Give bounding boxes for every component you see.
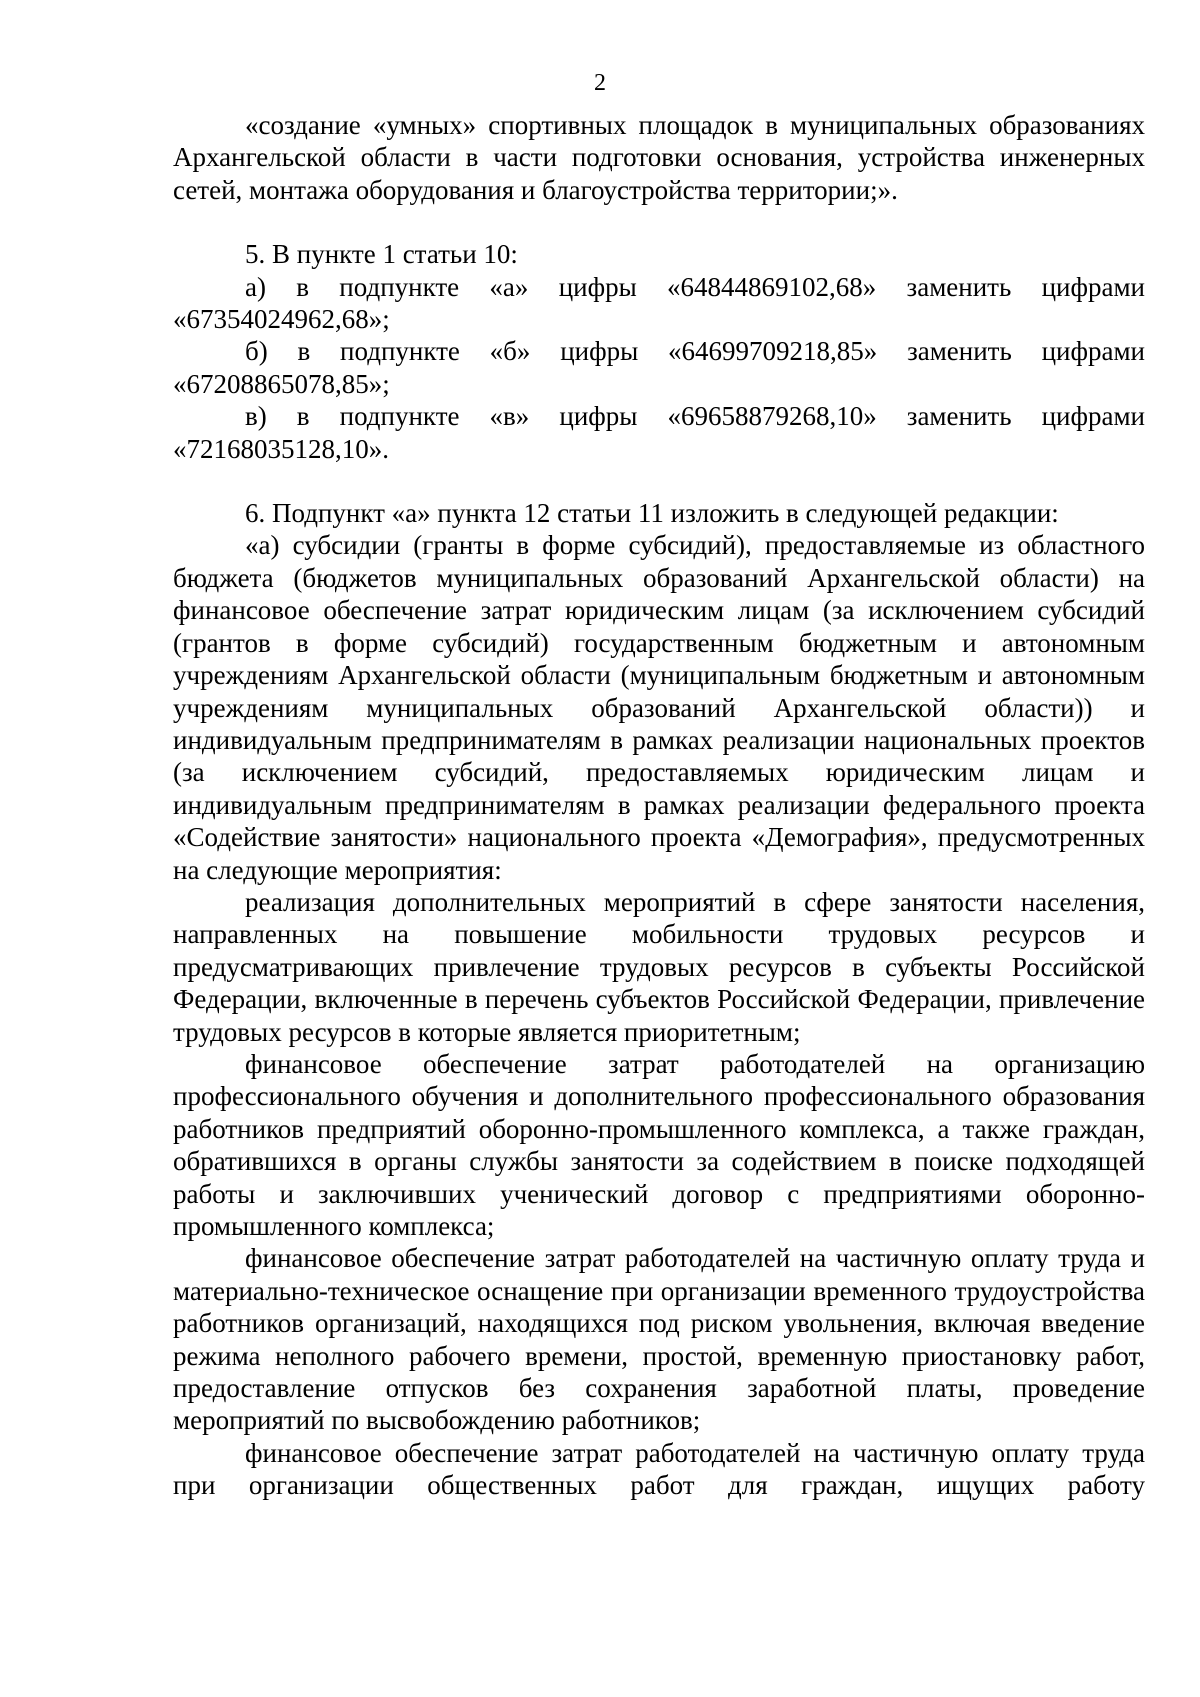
- paragraph-item-5v: в) в подпункте «в» цифры «69658879268,10» заменить цифрами «72168035128,10».: [173, 401, 1145, 464]
- page-number: 2: [594, 70, 606, 96]
- paragraph-temporary-employment: финансовое обеспечение затрат работодателей на частичную оплату труда и материально-техническое оснащение при организации временного трудоустройства работников организаций, находящихся под риском увольнения, включая введение режима неполного рабочего времени, простой, временную приостановку работ, предоставление отпусков без сохранения заработной платы, проведение мероприятий по высвобождению работников;: [173, 1243, 1145, 1436]
- document-body: [173, 109, 1145, 1502]
- paragraph-subsidies: «а) субсидии (гранты в форме субсидий), предоставляемые из областного бюджета (бюджетов муниципальных образований Архангельской области) на финансовое обеспечение затрат юридическим лицам (за исключением субсидий (грантов в форме субсидий) государственным бюджетным и автономным учреждениям Архангельской области (муниципальным бюджетным и автономным учреждениям муниципальных образований Архангельской области)) и индивидуальным предпринимателям в рамках реализации национальных проектов (за исключением субсидий, предоставляемых юридическим лицам и индивидуальным предпринимателям в рамках реализации федерального проекта «Содействие занятости» национального проекта «Демография», предусмотренных на следующие мероприятия:: [173, 530, 1145, 885]
- paragraph-item-5b: б) в подпункте «б» цифры «64699709218,85» заменить цифрами «67208865078,85»;: [173, 336, 1145, 399]
- paragraph-smart-sport-grounds: «создание «умных» спортивных площадок в муниципальных образованиях Архангельской области в части подготовки основания, устройства инженерных сетей, монтажа оборудования и благоустройства территории;».: [173, 110, 1145, 205]
- paragraph-public-works: финансовое обеспечение затрат работодателей на частичную оплату труда при организации общественных работ для граждан, ищущих работу: [173, 1437, 1145, 1501]
- paragraph-item-5-heading: 5. В пункте 1 статьи 10:: [245, 239, 518, 270]
- paragraph-item-5a: а) в подпункте «а» цифры «64844869102,68» заменить цифрами «67354024962,68»;: [173, 271, 1145, 335]
- paragraph-defense-training: финансовое обеспечение затрат работодателей на организацию профессионального обучения и дополнительного профессионального образования работников предприятий оборонно-промышленного комплекса, а также граждан, обратившихся в органы службы занятости за содействием в поиске подходящей работы и заключивших ученический договор с предприятиями оборонно-промышленного комплекса;: [173, 1048, 1145, 1241]
- paragraph-item-6-heading: 6. Подпункт «а» пункта 12 статьи 11 изложить в следующей редакции:: [245, 498, 1059, 529]
- paragraph-labor-mobility: реализация дополнительных мероприятий в сфере занятости населения, направленных на повышение мобильности трудовых ресурсов и предусматривающих привлечение трудовых ресурсов в субъекты Российской Федерации, включенные в перечень субъектов Российской Федерации, привлечение трудовых ресурсов в которые является приоритетным;: [173, 886, 1145, 1047]
